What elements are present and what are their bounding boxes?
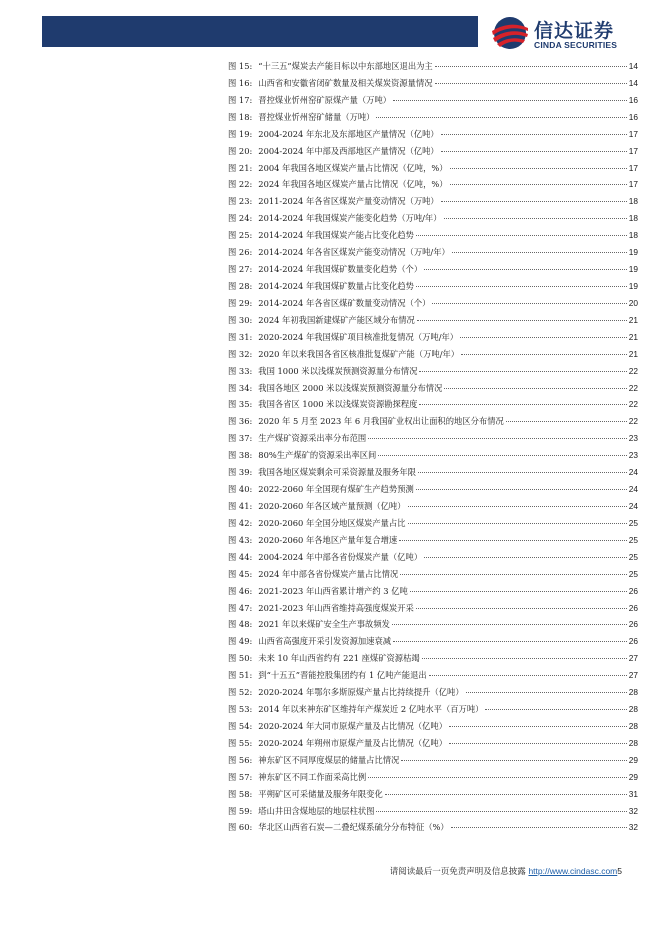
toc-entry-title: 2020-2024 年鄂尔多斯原煤产量占比持续提升（亿吨） xyxy=(258,687,464,698)
toc-leader-dots xyxy=(450,184,627,185)
toc-entry-label: 图 17: xyxy=(228,94,253,105)
toc-leader-dots xyxy=(441,201,627,202)
company-logo xyxy=(490,14,650,52)
toc-entry-page: 16 xyxy=(628,111,638,122)
toc-entry-page: 26 xyxy=(628,636,638,647)
toc-leader-dots xyxy=(441,134,627,135)
toc-leader-dots xyxy=(441,151,627,152)
toc-entry-page: 21 xyxy=(628,314,638,325)
toc-leader-dots xyxy=(393,641,627,642)
toc-leader-dots xyxy=(424,269,627,270)
toc-entry-title: 2020-2060 年全国分地区煤炭产量占比 xyxy=(258,517,406,528)
toc-entry-page: 17 xyxy=(628,145,638,156)
toc-leader-dots xyxy=(417,320,627,321)
toc-entry-title: 2024 年我国各地区煤炭产量占比情况（亿吨，%） xyxy=(258,179,448,190)
toc-entry-page: 28 xyxy=(628,720,638,731)
toc-leader-dots xyxy=(466,692,627,693)
toc-entry-page: 25 xyxy=(628,551,638,562)
toc-entry-title: 2014-2024 年我国煤炭产能变化趋势（万吨/年） xyxy=(258,213,442,224)
toc-entry[interactable] xyxy=(228,415,638,432)
toc-entry-page: 25 xyxy=(628,534,638,545)
toc-entry-page: 17 xyxy=(628,162,638,173)
toc-entry-page: 20 xyxy=(628,297,638,308)
page-number: 5 xyxy=(617,866,622,876)
toc-leader-dots xyxy=(444,218,627,219)
toc-entry-label: 图 33: xyxy=(228,365,253,376)
toc-entry[interactable] xyxy=(228,263,638,280)
toc-entry-label: 图 53: xyxy=(228,704,253,715)
toc-entry-title: 2011-2024 年各省区煤炭产量变动情况（万吨） xyxy=(258,196,439,207)
toc-entry[interactable] xyxy=(228,60,638,77)
toc-entry[interactable] xyxy=(228,229,638,246)
toc-entry-title: 2014 年以来神东矿区维持年产煤炭近 2 亿吨水平（百万吨） xyxy=(258,704,484,715)
toc-entry[interactable] xyxy=(228,77,638,94)
toc-entry[interactable] xyxy=(228,703,638,720)
toc-leader-dots xyxy=(368,777,627,778)
toc-leader-dots xyxy=(422,658,627,659)
toc-entry[interactable] xyxy=(228,314,638,331)
toc-leader-dots xyxy=(416,489,627,490)
toc-entry-page: 14 xyxy=(628,77,638,88)
toc-entry[interactable] xyxy=(228,432,638,449)
toc-entry-title: 我国各地区煤炭剩余可采资源量及服务年限 xyxy=(258,467,416,478)
toc-entry-title: 80%生产煤矿的资源采出率区间 xyxy=(258,450,377,461)
toc-entry-page: 17 xyxy=(628,128,638,139)
toc-entry[interactable] xyxy=(228,669,638,686)
toc-entry-page: 26 xyxy=(628,619,638,630)
toc-entry[interactable] xyxy=(228,246,638,263)
toc-entry-page: 31 xyxy=(628,788,638,799)
toc-entry-page: 24 xyxy=(628,500,638,511)
toc-entry-page: 18 xyxy=(628,196,638,207)
toc-leader-dots xyxy=(449,726,627,727)
toc-leader-dots xyxy=(419,404,626,405)
page-footer xyxy=(390,865,622,877)
toc-entry[interactable] xyxy=(228,145,638,162)
toc-entry-page: 14 xyxy=(628,61,638,71)
toc-entry-title: 2020-2060 年各地区产量年复合增速 xyxy=(258,534,398,545)
toc-leader-dots xyxy=(401,760,626,761)
toc-entry-label: 图 25: xyxy=(228,230,253,241)
toc-entry-label: 图 58: xyxy=(228,788,253,799)
toc-entry[interactable] xyxy=(228,212,638,229)
toc-entry-page: 24 xyxy=(628,467,638,478)
toc-entry-title: 2024 年初我国新建煤矿产能区域分布情况 xyxy=(258,314,415,325)
toc-entry-label: 图 47: xyxy=(228,602,253,613)
toc-entry-label: 图 35: xyxy=(228,399,253,410)
toc-entry-label: 图 44: xyxy=(228,551,253,562)
toc-leader-dots xyxy=(460,337,627,338)
toc-entry-title: 2004-2024 年中部及西部地区产量情况（亿吨） xyxy=(258,145,439,156)
toc-entry-label: 图 52: xyxy=(228,687,253,698)
website-link[interactable]: http://www.cindasc.com xyxy=(528,866,618,876)
toc-entry-title: 到“十五五”晋能控股集团约有 1 亿吨产能退出 xyxy=(258,670,427,681)
toc-leader-dots xyxy=(416,608,627,609)
toc-entry[interactable] xyxy=(228,635,638,652)
toc-entry-label: 图 30: xyxy=(228,314,253,325)
logo-chinese-text: 信达证券 xyxy=(534,20,615,42)
toc-entry[interactable] xyxy=(228,788,638,805)
toc-entry-label: 图 32: xyxy=(228,348,253,359)
toc-entry[interactable] xyxy=(228,534,638,551)
toc-leader-dots xyxy=(393,100,627,101)
toc-entry-label: 图 50: xyxy=(228,653,253,664)
toc-entry-title: 2020-2024 年我国煤矿项目核准批复情况（万吨/年） xyxy=(258,331,459,342)
toc-entry[interactable] xyxy=(228,754,638,771)
toc-leader-dots xyxy=(408,506,627,507)
toc-entry-label: 图 18: xyxy=(228,111,253,122)
toc-entry[interactable] xyxy=(228,128,638,145)
toc-entry-label: 图 23: xyxy=(228,196,253,207)
logo-english-text: CINDA SECURITIES xyxy=(534,40,618,50)
header-bar xyxy=(42,16,478,47)
toc-entry-page: 28 xyxy=(628,687,638,698)
toc-entry[interactable] xyxy=(228,449,638,466)
toc-entry-label: 图 36: xyxy=(228,416,253,427)
toc-leader-dots xyxy=(385,794,627,795)
toc-entry-page: 32 xyxy=(628,822,638,833)
toc-entry-page: 26 xyxy=(628,585,638,596)
toc-entry-page: 32 xyxy=(628,805,638,816)
toc-entry-label: 图 16: xyxy=(228,77,253,88)
toc-entry-label: 图 20: xyxy=(228,145,253,156)
toc-leader-dots xyxy=(461,354,627,355)
toc-entry-label: 图 42: xyxy=(228,517,253,528)
toc-leader-dots xyxy=(452,252,627,253)
toc-leader-dots xyxy=(450,168,627,169)
toc-leader-dots xyxy=(368,438,627,439)
toc-leader-dots xyxy=(400,574,627,575)
toc-entry[interactable] xyxy=(228,195,638,212)
toc-entry-page: 22 xyxy=(628,416,638,427)
toc-entry-title: 神东矿区不同厚度煤层的储量占比情况 xyxy=(258,754,400,765)
toc-entry-title: 2020-2024 年大同市原煤产量及占比情况（亿吨） xyxy=(258,720,448,731)
toc-entry-title: 2014-2024 年我国煤炭产能占比变化趋势 xyxy=(258,230,414,241)
toc-entry-label: 图 15: xyxy=(228,61,253,71)
toc-entry-page: 19 xyxy=(628,247,638,258)
toc-entry[interactable] xyxy=(228,585,638,602)
toc-entry-label: 图 49: xyxy=(228,636,253,647)
toc-entry-title: 华北区山西省石炭—二叠纪煤系硫分分布特征（%） xyxy=(258,822,449,833)
toc-entry-title: 神东矿区不同工作面采高比例 xyxy=(258,771,367,782)
toc-entry-title: 山西省和安徽省闭矿数量及相关煤炭资源量情况 xyxy=(258,77,433,88)
toc-entry-label: 图 26: xyxy=(228,247,253,258)
toc-leader-dots xyxy=(392,624,627,625)
toc-entry-label: 图 40: xyxy=(228,484,253,495)
toc-entry-page: 25 xyxy=(628,568,638,579)
toc-entry[interactable] xyxy=(228,162,638,179)
toc-entry-title: 晋控煤业忻州窑矿原煤产量（万吨） xyxy=(258,94,392,105)
toc-entry-label: 图 34: xyxy=(228,382,253,393)
toc-entry[interactable] xyxy=(228,111,638,128)
toc-entry-page: 24 xyxy=(628,484,638,495)
toc-entry-page: 23 xyxy=(628,433,638,444)
toc-entry-page: 18 xyxy=(628,230,638,241)
toc-entry[interactable] xyxy=(228,178,638,195)
toc-leader-dots xyxy=(418,472,627,473)
toc-entry-title: 2014-2024 年各省区煤矿数量变动情况（个） xyxy=(258,297,431,308)
toc-entry-label: 图 38: xyxy=(228,450,253,461)
toc-entry-page: 18 xyxy=(628,213,638,224)
toc-entry-page: 22 xyxy=(628,365,638,376)
disclaimer-notice: 请阅读最后一页免责声明及信息披露 xyxy=(389,867,526,877)
toc-leader-dots xyxy=(410,591,627,592)
toc-entry[interactable] xyxy=(228,652,638,669)
toc-entry-page: 26 xyxy=(628,602,638,613)
toc-entry[interactable] xyxy=(228,280,638,297)
toc-entry-label: 图 41: xyxy=(228,500,253,511)
toc-entry[interactable] xyxy=(228,720,638,737)
toc-leader-dots xyxy=(416,286,627,287)
toc-leader-dots xyxy=(419,371,626,372)
toc-entry[interactable] xyxy=(228,568,638,585)
toc-entry-page: 21 xyxy=(628,348,638,359)
toc-leader-dots xyxy=(408,523,627,524)
toc-entry-page: 29 xyxy=(628,771,638,782)
toc-entry-title: 2020-2024 年朔州市原煤产量及占比情况（亿吨） xyxy=(258,737,448,748)
toc-entry-label: 图 59: xyxy=(228,805,253,816)
toc-entry-label: 图 57: xyxy=(228,771,253,782)
toc-entry-page: 29 xyxy=(628,754,638,765)
toc-entry-label: 图 48: xyxy=(228,619,253,630)
toc-entry[interactable] xyxy=(228,94,638,111)
toc-entry[interactable] xyxy=(228,382,638,399)
toc-leader-dots xyxy=(506,421,627,422)
toc-entry-label: 图 54: xyxy=(228,720,253,731)
toc-leader-dots xyxy=(376,811,626,812)
toc-entry[interactable] xyxy=(228,517,638,534)
toc-entry-title: 2020-2060 年各区域产量预测（亿吨） xyxy=(258,500,406,511)
toc-entry[interactable] xyxy=(228,771,638,788)
toc-entry[interactable] xyxy=(228,297,638,314)
toc-entry-page: 28 xyxy=(628,737,638,748)
toc-entry-label: 图 21: xyxy=(228,162,253,173)
toc-entry-title: 我国各省区 1000 米以浅煤炭资源勘探程度 xyxy=(258,399,418,410)
toc-entry-page: 19 xyxy=(628,280,638,291)
toc-entry-label: 图 55: xyxy=(228,737,253,748)
toc-entry-label: 图 60: xyxy=(228,822,253,833)
toc-entry-title: 2014-2024 年各省区煤炭产能变动情况（万吨/年） xyxy=(258,247,450,258)
toc-entry-page: 22 xyxy=(628,382,638,393)
toc-entry-title: 2004-2024 年中部各省份煤炭产量（亿吨） xyxy=(258,551,423,562)
toc-entry-title: 2021-2023 年山西省累计增产约 3 亿吨 xyxy=(258,585,408,596)
toc-leader-dots xyxy=(444,388,626,389)
toc-entry[interactable] xyxy=(228,618,638,635)
toc-entry-page: 16 xyxy=(628,94,638,105)
toc-entry-title: 2024 年中部各省份煤炭产量占比情况 xyxy=(258,568,399,579)
toc-leader-dots xyxy=(449,743,627,744)
toc-entry[interactable] xyxy=(228,483,638,500)
toc-leader-dots xyxy=(432,303,626,304)
toc-entry-title: 2021 年以来煤矿安全生产事故频发 xyxy=(258,619,390,630)
toc-leader-dots xyxy=(399,540,627,541)
toc-entry-title: 未来 10 年山西省约有 221 座煤矿资源枯竭 xyxy=(258,653,420,664)
toc-entry-title: 我国 1000 米以浅煤炭预测资源量分布情况 xyxy=(258,365,418,376)
toc-entry[interactable] xyxy=(228,331,638,348)
toc-leader-dots xyxy=(485,709,626,710)
toc-entry[interactable] xyxy=(228,551,638,568)
toc-entry-title: 2014-2024 年我国煤矿数量变化趋势（个） xyxy=(258,264,423,275)
toc-entry-label: 图 56: xyxy=(228,754,253,765)
toc-entry-label: 图 43: xyxy=(228,534,253,545)
toc-entry-title: 2020 年 5 月至 2023 年 6 月我国矿业权出让面积的地区分布情况 xyxy=(258,416,504,427)
toc-entry-label: 图 28: xyxy=(228,280,253,291)
toc-entry-title: 2020 年以来我国各省区核准批复煤矿产能（万吨/年） xyxy=(258,348,460,359)
toc-entry-page: 27 xyxy=(628,670,638,681)
toc-entry[interactable] xyxy=(228,365,638,382)
toc-leader-dots xyxy=(424,557,627,558)
toc-entry-title: 晋控煤业忻州窑矿储量（万吨） xyxy=(258,111,375,122)
toc-leader-dots xyxy=(435,66,627,67)
toc-entry-label: 图 46: xyxy=(228,585,253,596)
toc-entry[interactable] xyxy=(228,500,638,517)
toc-entry-label: 图 19: xyxy=(228,128,253,139)
toc-entry-page: 22 xyxy=(628,399,638,410)
toc-entry-page: 23 xyxy=(628,450,638,461)
toc-leader-dots xyxy=(376,117,626,118)
toc-entry-label: 图 22: xyxy=(228,179,253,190)
toc-entry-label: 图 24: xyxy=(228,213,253,224)
toc-entry[interactable] xyxy=(228,686,638,703)
toc-entry-label: 图 27: xyxy=(228,264,253,275)
toc-leader-dots xyxy=(435,83,627,84)
toc-entry-title: 我国各地区 2000 米以浅煤炭预测资源量分布情况 xyxy=(258,382,443,393)
toc-entry[interactable] xyxy=(228,821,638,838)
toc-entry-label: 图 29: xyxy=(228,297,253,308)
toc-entry-title: 2004-2024 年东北及东部地区产量情况（亿吨） xyxy=(258,128,439,139)
toc-entry-label: 图 37: xyxy=(228,433,253,444)
toc-entry-label: 图 39: xyxy=(228,467,253,478)
toc-entry-title: 2014-2024 年我国煤矿数量占比变化趋势 xyxy=(258,280,414,291)
toc-entry[interactable] xyxy=(228,348,638,365)
logo-sphere-icon xyxy=(490,16,530,50)
toc-leader-dots xyxy=(378,455,626,456)
toc-entry-title: 平朔矿区可采储量及服务年限变化 xyxy=(258,788,383,799)
toc-entry-page: 21 xyxy=(628,331,638,342)
toc-entry-page: 28 xyxy=(628,704,638,715)
toc-entry[interactable] xyxy=(228,602,638,619)
toc-entry-label: 图 51: xyxy=(228,670,253,681)
toc-leader-dots xyxy=(429,675,627,676)
figure-index xyxy=(228,60,638,838)
toc-entry[interactable] xyxy=(228,805,638,822)
toc-entry-title: 2004 年我国各地区煤炭产量占比情况（亿吨，%） xyxy=(258,162,448,173)
toc-entry-title: 塔山井田含煤地层的地层柱状图 xyxy=(258,805,375,816)
toc-entry-title: 2021-2023 年山西省维持高强度煤炭开采 xyxy=(258,602,414,613)
toc-entry-label: 图 45: xyxy=(228,568,253,579)
toc-entry[interactable] xyxy=(228,466,638,483)
toc-entry-page: 27 xyxy=(628,653,638,664)
toc-entry[interactable] xyxy=(228,398,638,415)
toc-leader-dots xyxy=(451,827,627,828)
toc-entry-page: 17 xyxy=(628,179,638,190)
toc-entry-page: 19 xyxy=(628,264,638,275)
toc-entry-title: 山西省高强度开采引发资源加速衰减 xyxy=(258,636,392,647)
toc-entry-label: 图 31: xyxy=(228,331,253,342)
toc-entry-title: “十三五”煤炭去产能目标以中东部地区退出为主 xyxy=(258,61,433,71)
toc-entry-title: 2022-2060 年全国现有煤矿生产趋势预测 xyxy=(258,484,414,495)
toc-entry-title: 生产煤矿资源采出率分布范围 xyxy=(258,433,367,444)
toc-leader-dots xyxy=(416,235,627,236)
toc-entry[interactable] xyxy=(228,737,638,754)
toc-entry-page: 25 xyxy=(628,517,638,528)
